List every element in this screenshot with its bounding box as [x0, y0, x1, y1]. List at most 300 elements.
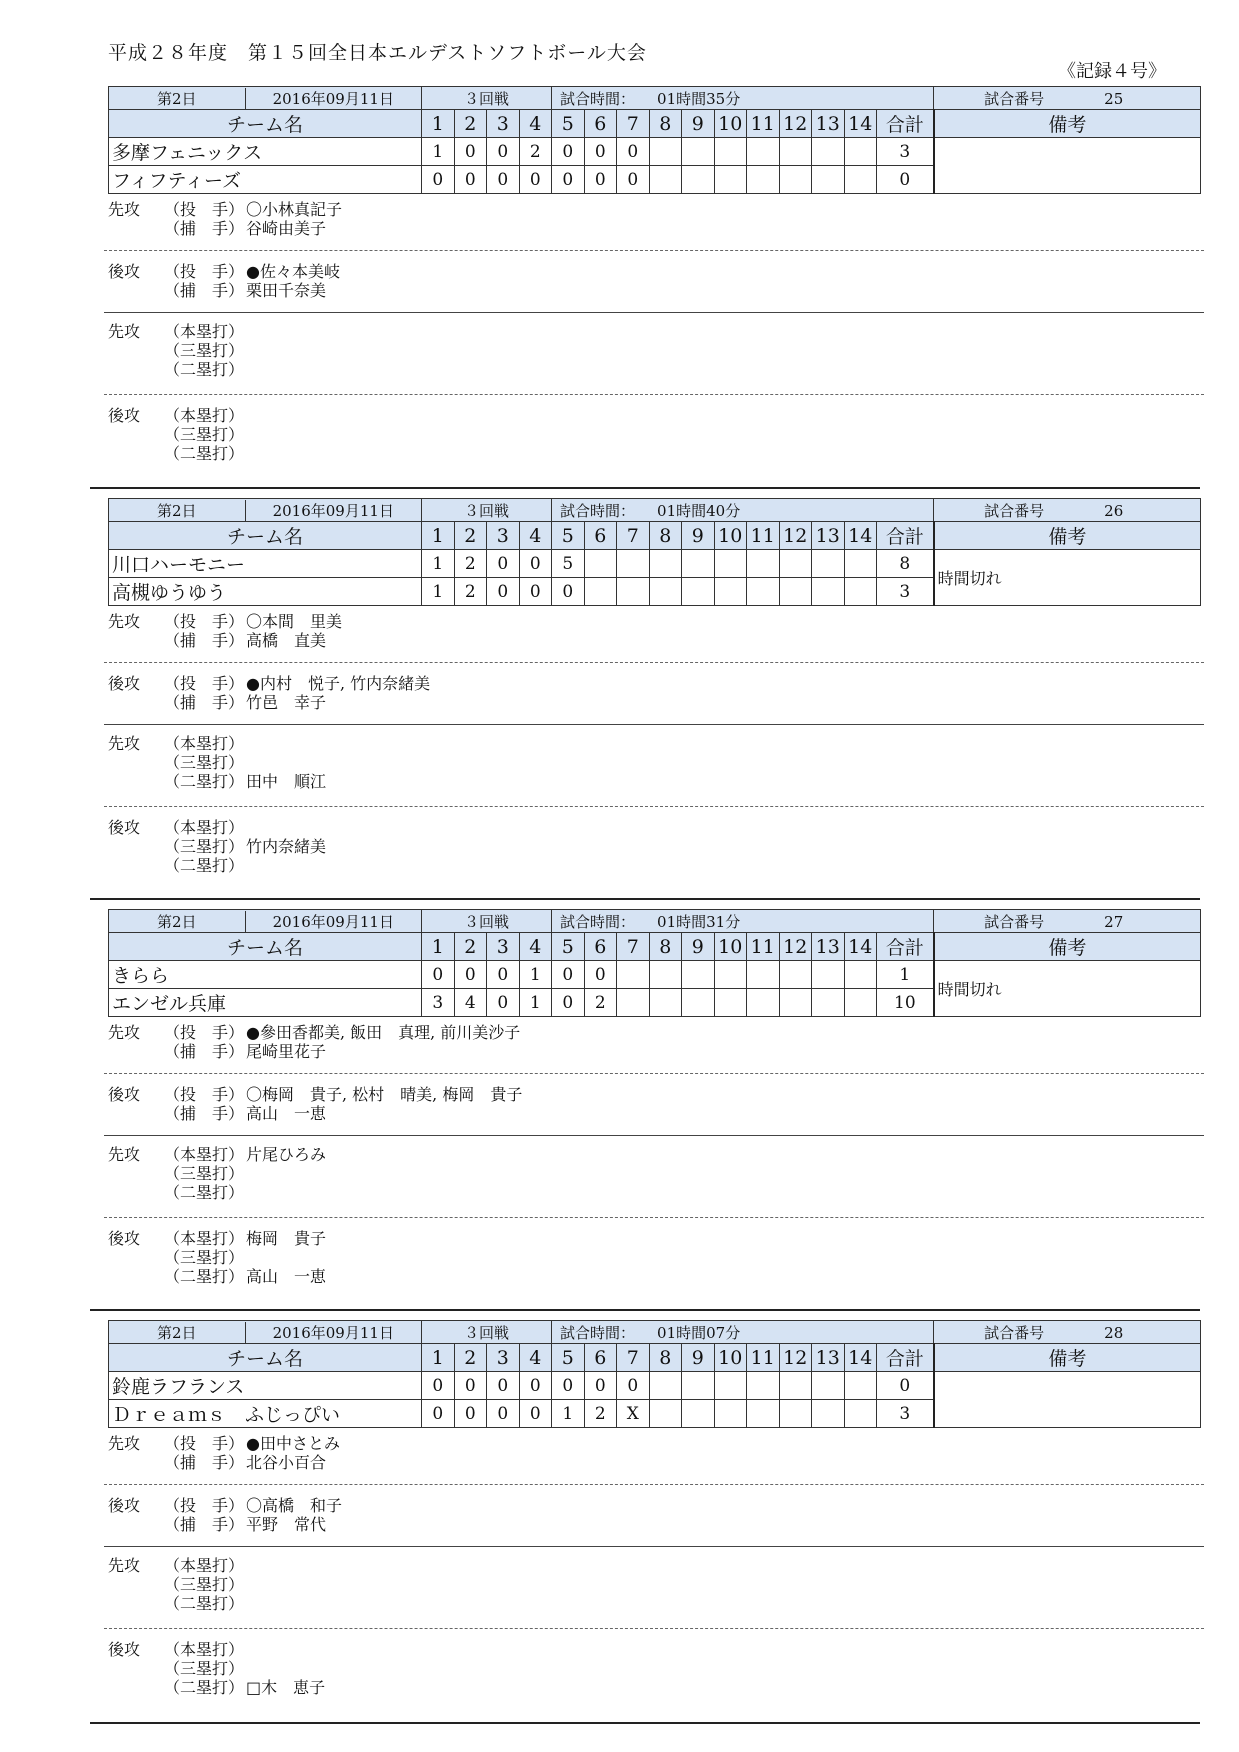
inning-score: X	[617, 1400, 650, 1428]
inning-score	[617, 989, 650, 1017]
side-label: 先攻	[108, 612, 141, 631]
inning-header: 8	[649, 522, 682, 550]
inning-score	[844, 1372, 877, 1400]
total-header: 合計	[877, 933, 934, 961]
inning-score: 1	[519, 989, 552, 1017]
inning-header: 11	[747, 522, 780, 550]
player-name: 高橋 直美	[246, 631, 327, 650]
inning-score: 0	[487, 166, 520, 194]
total-header: 合計	[877, 522, 934, 550]
inning-score	[682, 166, 715, 194]
inning-header: 9	[682, 1344, 715, 1372]
inning-score: 0	[584, 961, 617, 989]
match-time-value: 01時間35分	[657, 89, 741, 108]
inning-score: 0	[552, 166, 585, 194]
remark-cell	[934, 138, 1201, 194]
inning-score	[812, 550, 845, 578]
inning-score	[779, 138, 812, 166]
side-label: 先攻	[108, 734, 141, 753]
game-record	[108, 1320, 1200, 1734]
team-total: 3	[877, 578, 934, 606]
inning-score: 1	[422, 138, 455, 166]
inning-score	[747, 989, 780, 1017]
day-date-cell	[109, 87, 422, 110]
solid-divider	[104, 1546, 1204, 1547]
side-label: 後攻	[108, 1229, 141, 1248]
document-title: 平成２８年度 第１５回全日本エルデストソフトボール大会	[108, 42, 647, 64]
dashed-divider	[104, 1073, 1204, 1074]
team-name: エンゼル兵庫	[109, 989, 422, 1017]
inning-score	[649, 1400, 682, 1428]
inning-header: 4	[519, 933, 552, 961]
match-time-value: 01時間40分	[657, 501, 741, 520]
player-name: 平野 常代	[246, 1515, 327, 1534]
inning-score	[682, 989, 715, 1017]
game-separator	[90, 487, 1200, 489]
inning-score	[649, 989, 682, 1017]
match-number-cell	[934, 87, 1201, 110]
team-name: 多摩フェニックス	[109, 138, 422, 166]
inning-score: 0	[519, 166, 552, 194]
team-score-row	[109, 1372, 1201, 1400]
inning-header: 13	[812, 1344, 845, 1372]
role-label: （三塁打）	[164, 753, 245, 772]
match-number-label: 試合番号	[984, 89, 1045, 108]
inning-score: 5	[552, 550, 585, 578]
inning-header: 7	[617, 522, 650, 550]
role-label: （本塁打）	[164, 322, 245, 341]
inning-score	[714, 138, 747, 166]
inning-header: 3	[487, 1344, 520, 1372]
side-label: 後攻	[108, 406, 141, 425]
inning-score	[714, 1400, 747, 1428]
inning-header: 1	[422, 933, 455, 961]
role-label: （三塁打）	[164, 1164, 245, 1183]
inning-score: 0	[422, 1372, 455, 1400]
side-label: 後攻	[108, 674, 141, 693]
role-label: （投 手）	[164, 1085, 245, 1104]
game-details	[108, 1023, 1200, 1323]
game-separator	[90, 1722, 1200, 1724]
solid-divider	[104, 1135, 1204, 1136]
role-label: （捕 手）	[164, 693, 245, 712]
inning-score: 0	[617, 138, 650, 166]
game-details	[108, 1434, 1200, 1734]
inning-score: 0	[454, 166, 487, 194]
match-time-cell	[552, 910, 934, 933]
side-label: 先攻	[108, 1556, 141, 1575]
inning-score	[812, 578, 845, 606]
inning-header: 12	[779, 110, 812, 138]
inning-score	[682, 578, 715, 606]
inning-score	[682, 550, 715, 578]
score-header-row	[109, 522, 1201, 550]
player-name: 尾崎里花子	[246, 1042, 327, 1061]
dashed-divider	[104, 250, 1204, 251]
inning-header: 2	[454, 933, 487, 961]
inning-score	[617, 961, 650, 989]
total-header: 合計	[877, 110, 934, 138]
player-name: 栗田千奈美	[246, 281, 327, 300]
match-number: 25	[1104, 89, 1124, 108]
player-name: 〇本間 里美	[246, 612, 343, 631]
side-label: 先攻	[108, 1023, 141, 1042]
match-time-label: 試合時間：	[560, 501, 636, 520]
inning-score: 1	[519, 961, 552, 989]
team-name: 高槻ゆうゆう	[109, 578, 422, 606]
game-separator	[90, 1309, 1200, 1311]
inning-score	[714, 550, 747, 578]
total-header: 合計	[877, 1344, 934, 1372]
game-date: 2016年09月11日	[272, 1323, 394, 1342]
game-info-row	[109, 499, 1201, 522]
role-label: （捕 手）	[164, 631, 245, 650]
inning-score: 0	[454, 1372, 487, 1400]
side-label: 先攻	[108, 322, 141, 341]
role-label: （投 手）	[164, 1496, 245, 1515]
inning-header: 5	[552, 110, 585, 138]
inning-score: 0	[519, 1400, 552, 1428]
team-total: 0	[877, 166, 934, 194]
player-name: □木 恵子	[246, 1678, 326, 1697]
inning-score: 2	[584, 989, 617, 1017]
inning-score: 0	[552, 578, 585, 606]
inning-score	[844, 578, 877, 606]
inning-score	[812, 138, 845, 166]
score-table	[108, 86, 1201, 194]
match-number-cell	[934, 1321, 1201, 1344]
player-name: 〇梅岡 貴子, 松村 晴美, 梅岡 貴子	[246, 1085, 523, 1104]
role-label: （本塁打）	[164, 1640, 245, 1659]
inning-header: 11	[747, 110, 780, 138]
remarks-header: 備考	[934, 1344, 1201, 1372]
day-date-cell	[109, 499, 422, 522]
inning-header: 8	[649, 933, 682, 961]
role-label: （本塁打）	[164, 734, 245, 753]
remark-cell: 時間切れ	[934, 550, 1201, 606]
game-record	[108, 86, 1200, 500]
inning-score	[682, 1372, 715, 1400]
role-label: （二塁打）	[164, 1267, 245, 1286]
team-name-header: チーム名	[109, 522, 422, 550]
game-record	[108, 498, 1200, 912]
inning-header: 12	[779, 522, 812, 550]
player-name: ●佐々本美岐	[246, 262, 340, 281]
dashed-divider	[104, 1484, 1204, 1485]
role-label: （投 手）	[164, 1434, 245, 1453]
inning-header: 6	[584, 110, 617, 138]
inning-score	[747, 138, 780, 166]
inning-score	[812, 961, 845, 989]
inning-score: 0	[487, 1400, 520, 1428]
inning-score: 0	[422, 166, 455, 194]
role-label: （三塁打）	[164, 837, 245, 856]
inning-header: 7	[617, 1344, 650, 1372]
inning-score	[682, 138, 715, 166]
dashed-divider	[104, 1628, 1204, 1629]
inning-header: 3	[487, 110, 520, 138]
game-record	[108, 909, 1200, 1323]
inning-score	[812, 1400, 845, 1428]
role-label: （捕 手）	[164, 1104, 245, 1123]
inning-header: 2	[454, 110, 487, 138]
role-label: （本塁打）	[164, 818, 245, 837]
inning-score: 3	[422, 989, 455, 1017]
role-label: （投 手）	[164, 200, 245, 219]
match-time-cell	[552, 87, 934, 110]
inning-score: 0	[552, 989, 585, 1017]
match-number-label: 試合番号	[984, 501, 1045, 520]
score-header-row	[109, 933, 1201, 961]
inning-score	[779, 961, 812, 989]
dashed-divider	[104, 806, 1204, 807]
inning-header: 8	[649, 110, 682, 138]
inning-header: 13	[812, 110, 845, 138]
inning-header: 10	[714, 110, 747, 138]
team-name: きらら	[109, 961, 422, 989]
game-info-row	[109, 1321, 1201, 1344]
player-name: 北谷小百合	[246, 1453, 327, 1472]
team-name: Ｄｒｅａｍｓ ふじっぴい	[109, 1400, 422, 1428]
inning-score: 0	[584, 166, 617, 194]
role-label: （投 手）	[164, 674, 245, 693]
role-label: （本塁打）	[164, 1556, 245, 1575]
inning-header: 6	[584, 933, 617, 961]
game-date: 2016年09月11日	[272, 89, 394, 108]
inning-score: 0	[552, 1372, 585, 1400]
day-date-cell	[109, 910, 422, 933]
game-date: 2016年09月11日	[272, 501, 394, 520]
inning-score: 0	[617, 1372, 650, 1400]
match-number: 26	[1104, 501, 1124, 520]
inning-score	[747, 961, 780, 989]
inning-score: 0	[584, 138, 617, 166]
inning-header: 1	[422, 110, 455, 138]
inning-score: 1	[422, 578, 455, 606]
inning-score: 0	[552, 138, 585, 166]
inning-score: 0	[519, 550, 552, 578]
inning-score	[617, 578, 650, 606]
team-total: 1	[877, 961, 934, 989]
inning-score: 2	[519, 138, 552, 166]
inning-score	[584, 550, 617, 578]
inning-score: 0	[487, 989, 520, 1017]
role-label: （三塁打）	[164, 1659, 245, 1678]
inning-header: 6	[584, 522, 617, 550]
inning-header: 10	[714, 933, 747, 961]
inning-score	[714, 578, 747, 606]
inning-score: 0	[519, 578, 552, 606]
role-label: （二塁打）	[164, 856, 245, 875]
team-name: フィフティーズ	[109, 166, 422, 194]
inning-score: 0	[422, 961, 455, 989]
dashed-divider	[104, 1217, 1204, 1218]
game-info-row	[109, 87, 1201, 110]
match-number-label: 試合番号	[984, 912, 1045, 931]
player-name: ●參田香都美, 飯田 真理, 前川美沙子	[246, 1023, 521, 1042]
game-day: 第2日	[109, 911, 246, 932]
inning-score: 0	[454, 961, 487, 989]
match-time-cell	[552, 1321, 934, 1344]
team-score-row	[109, 961, 1201, 989]
side-label: 後攻	[108, 262, 141, 281]
inning-header: 7	[617, 933, 650, 961]
inning-header: 7	[617, 110, 650, 138]
team-total: 0	[877, 1372, 934, 1400]
inning-score	[714, 989, 747, 1017]
match-number-cell	[934, 910, 1201, 933]
inning-score	[714, 961, 747, 989]
team-total: 3	[877, 1400, 934, 1428]
game-round: ３回戦	[422, 1321, 552, 1344]
inning-header: 14	[844, 1344, 877, 1372]
inning-header: 9	[682, 933, 715, 961]
inning-score: 4	[454, 989, 487, 1017]
role-label: （三塁打）	[164, 1248, 245, 1267]
role-label: （三塁打）	[164, 1575, 245, 1594]
player-name: 田中 順江	[246, 772, 327, 791]
inning-score: 0	[487, 961, 520, 989]
side-label: 後攻	[108, 818, 141, 837]
role-label: （本塁打）	[164, 1145, 245, 1164]
role-label: （三塁打）	[164, 341, 245, 360]
side-label: 先攻	[108, 1434, 141, 1453]
role-label: （捕 手）	[164, 1042, 245, 1061]
role-label: （本塁打）	[164, 1229, 245, 1248]
inning-header: 14	[844, 110, 877, 138]
score-table	[108, 1320, 1201, 1428]
inning-score	[844, 550, 877, 578]
inning-score	[844, 1400, 877, 1428]
solid-divider	[104, 724, 1204, 725]
match-time-label: 試合時間：	[560, 1323, 636, 1342]
role-label: （投 手）	[164, 612, 245, 631]
inning-score: 0	[584, 1372, 617, 1400]
game-round: ３回戦	[422, 910, 552, 933]
inning-header: 8	[649, 1344, 682, 1372]
role-label: （投 手）	[164, 1023, 245, 1042]
game-separator	[90, 898, 1200, 900]
inning-score	[779, 989, 812, 1017]
inning-header: 11	[747, 933, 780, 961]
inning-score: 0	[552, 961, 585, 989]
team-total: 10	[877, 989, 934, 1017]
side-label: 後攻	[108, 1496, 141, 1515]
player-name: 〇小林真記子	[246, 200, 343, 219]
score-header-row	[109, 110, 1201, 138]
inning-score	[844, 989, 877, 1017]
inning-score: 2	[454, 578, 487, 606]
inning-header: 5	[552, 522, 585, 550]
team-score-row	[109, 550, 1201, 578]
side-label: 先攻	[108, 1145, 141, 1164]
side-label: 先攻	[108, 200, 141, 219]
team-name-header: チーム名	[109, 1344, 422, 1372]
inning-score: 2	[454, 550, 487, 578]
game-details	[108, 612, 1200, 912]
inning-score: 0	[487, 550, 520, 578]
inning-score	[649, 550, 682, 578]
day-date-cell	[109, 1321, 422, 1344]
match-number: 27	[1104, 912, 1124, 931]
player-name: 〇高橋 和子	[246, 1496, 343, 1515]
team-name-header: チーム名	[109, 110, 422, 138]
inning-header: 14	[844, 522, 877, 550]
solid-divider	[104, 312, 1204, 313]
inning-header: 13	[812, 933, 845, 961]
score-header-row	[109, 1344, 1201, 1372]
inning-score: 0	[487, 578, 520, 606]
inning-score	[779, 578, 812, 606]
inning-score	[844, 138, 877, 166]
inning-score	[649, 578, 682, 606]
inning-header: 6	[584, 1344, 617, 1372]
role-label: （二塁打）	[164, 772, 245, 791]
inning-header: 14	[844, 933, 877, 961]
inning-header: 9	[682, 110, 715, 138]
inning-score	[812, 166, 845, 194]
inning-header: 10	[714, 522, 747, 550]
side-label: 後攻	[108, 1640, 141, 1659]
inning-score	[779, 1372, 812, 1400]
role-label: （二塁打）	[164, 444, 245, 463]
match-time-label: 試合時間：	[560, 89, 636, 108]
inning-header: 3	[487, 933, 520, 961]
inning-score: 1	[552, 1400, 585, 1428]
inning-score	[714, 166, 747, 194]
inning-header: 1	[422, 522, 455, 550]
team-name: 川口ハーモニー	[109, 550, 422, 578]
inning-header: 12	[779, 1344, 812, 1372]
role-label: （本塁打）	[164, 406, 245, 425]
remarks-header: 備考	[934, 522, 1201, 550]
inning-score	[812, 1372, 845, 1400]
remarks-header: 備考	[934, 110, 1201, 138]
inning-header: 13	[812, 522, 845, 550]
match-number-label: 試合番号	[984, 1323, 1045, 1342]
inning-score	[649, 166, 682, 194]
inning-score: 1	[422, 550, 455, 578]
player-name: 高山 一恵	[246, 1104, 327, 1123]
inning-score	[649, 1372, 682, 1400]
inning-score: 0	[487, 1372, 520, 1400]
role-label: （二塁打）	[164, 1594, 245, 1613]
game-info-row	[109, 910, 1201, 933]
inning-header: 2	[454, 1344, 487, 1372]
player-name: 片尾ひろみ	[246, 1145, 327, 1164]
role-label: （捕 手）	[164, 281, 245, 300]
inning-header: 5	[552, 1344, 585, 1372]
inning-score: 0	[422, 1400, 455, 1428]
inning-header: 9	[682, 522, 715, 550]
inning-header: 10	[714, 1344, 747, 1372]
inning-score	[649, 138, 682, 166]
record-number: 《記録４号》	[1058, 61, 1166, 82]
player-name: 高山 一恵	[246, 1267, 327, 1286]
dashed-divider	[104, 394, 1204, 395]
player-name: ●内村 悦子, 竹内奈緒美	[246, 674, 431, 693]
side-label: 後攻	[108, 1085, 141, 1104]
inning-header: 2	[454, 522, 487, 550]
match-number-cell	[934, 499, 1201, 522]
score-table	[108, 498, 1201, 606]
inning-score	[747, 578, 780, 606]
inning-score: 0	[487, 138, 520, 166]
inning-score	[617, 550, 650, 578]
role-label: （二塁打）	[164, 1678, 245, 1697]
role-label: （捕 手）	[164, 219, 245, 238]
team-total: 8	[877, 550, 934, 578]
